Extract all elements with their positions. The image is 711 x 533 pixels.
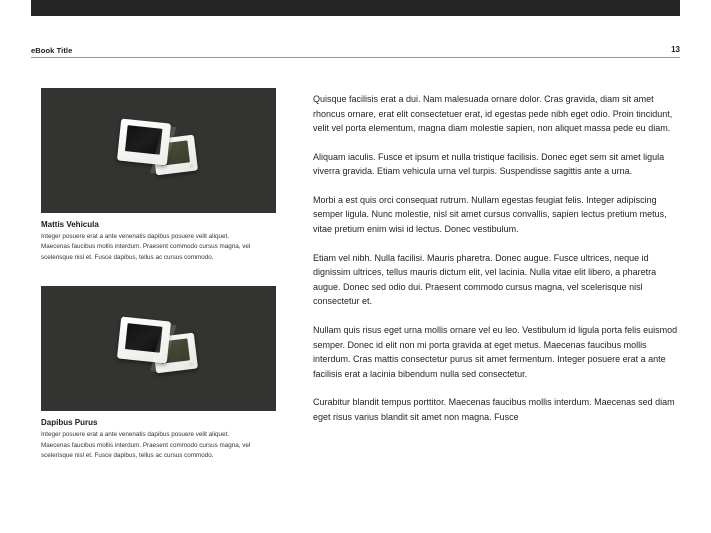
right-column [313,92,680,424]
photo-frame-front-icon [116,118,170,165]
body-paragraph: Etiam vel nibh. Nulla facilisi. Mauris pharetra. Donec augue. Fusce ultrices, neque id dignissim ultrices, tellus mauris dictum elit, vel lacinia. Nulla vitae elit libero, a pharetra augue. Donec sed odio dui. Praesent commodo cursus magna, vel scelerisque nisl consectetur et. [313,252,657,307]
figure-block [41,88,276,264]
body-paragraph: Aliquam iaculis. Fusce et ipsum et nulla tristique facilisis. Donec eget sem sit amet ligula viverra gravida. Etiam vehicula urna vel turpis. Suspendisse sagittis ante a urna. [313,151,665,177]
body-paragraph: Curabitur blandit tempus porttitor. Maecenas faucibus mollis interdum. Maecenas sed diam eget risus varius blandit sit amet non magna. Fusce [313,397,675,422]
top-black-bar [31,0,680,16]
photo-frames-icon [113,115,205,187]
left-column [41,88,276,462]
frame-corner-dot-icon [189,163,193,167]
photo-frame-front-icon [116,316,170,363]
caption-body: Integer posuere erat a ante venenatis dapibus posuere velit aliquet. Maecenas faucibus mollis interdum. Praesent commodo cursus magna, vel scelerisque nisl et. Fusce dapibus, tellus ac cursus commodo. [41,232,251,262]
figure-image-placeholder [41,88,276,213]
header-title: eBook Title [31,45,73,55]
header-divider [31,57,680,58]
caption-title: Dapibus Purus [41,418,98,428]
frame-corner-dot-icon [189,361,193,365]
page-number: 13 [671,45,680,54]
caption-body: Integer posuere erat a ante venenatis dapibus posuere velit aliquet. Maecenas faucibus mollis interdum. Praesent commodo cursus magna, vel scelerisque nisl et. Fusce dapibus, tellus ac cursus commodo. [41,430,251,460]
body-paragraph: Quisque facilisis erat a dui. Nam malesuada ornare dolor. Cras gravida, diam sit amet rhoncus ornare, erat elit consectetuer erat, id egestas pede nibh eget odio. Proin tincidunt, velit vel porta elementum, magna diam molestie sapien, non aliquet massa pede eu diam. [313,94,673,134]
figure-caption [41,213,276,264]
body-paragraph: Morbi a est quis orci consequat rutrum. Nullam egestas feugiat felis. Integer adipiscing semper ligula. Nunc molestie, nisl sit amet cursus convallis, sapien lectus pretium metus, vitae pretium enim wisi id lectus. Donec vestibulum. [313,194,667,235]
running-header [31,38,680,54]
figure-image-placeholder [41,286,276,411]
body-paragraph: Nullam quis risus eget urna mollis ornare vel eu leo. Vestibulum id ligula porta felis euismod semper. Donec id elit non mi porta gravida at eget metus. Maecenas faucibus mollis interdum. Cras mattis consectetur purus sit amet fermentum. Integer posuere erat a ante facilisis erat a lacinia bibendum nulla sed consectetur. [313,324,678,379]
caption-title: Mattis Vehicula [41,220,99,229]
figure-block [41,286,276,462]
photo-frames-icon [113,313,205,385]
figure-caption [41,411,276,462]
